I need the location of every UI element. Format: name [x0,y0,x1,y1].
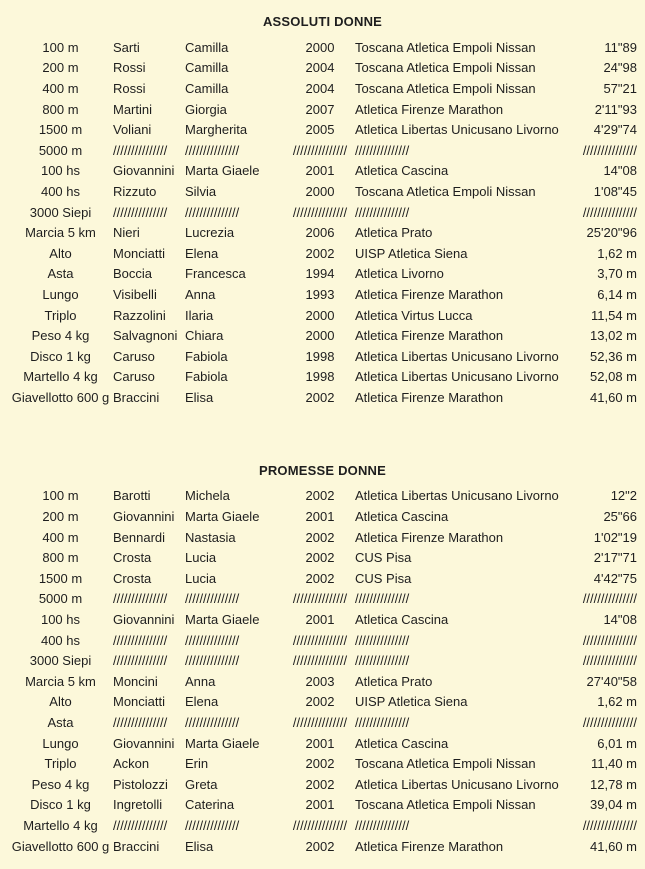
result-cell: /////////////// [582,817,637,833]
firstname-cell: Camilla [185,39,229,55]
club-cell: Toscana Atletica Empoli Nissan [355,797,536,813]
result-cell: /////////////// [582,142,637,158]
event-cell: 5000 m [38,591,83,607]
record-row [8,202,637,223]
year-cell: 1998 [305,348,335,364]
section-title-assoluti-donne: ASSOLUTI DONNE [262,14,383,29]
club-cell: /////////////// [355,715,410,731]
result-cell: 25'20"96 [586,225,637,241]
record-row [8,815,637,836]
section-assoluti-donne [8,14,637,408]
record-row [8,367,637,388]
year-cell: /////////////// [292,632,348,648]
surname-cell: Pistolozzi [113,776,168,792]
record-row [8,527,637,548]
record-row [8,589,637,610]
year-cell: 2002 [305,694,335,710]
year-cell: /////////////// [292,142,348,158]
event-cell: 1500 m [38,570,83,586]
club-cell: Atletica Libertas Unicusano Livorno [355,776,559,792]
record-row [8,630,637,651]
firstname-cell: /////////////// [185,817,240,833]
year-cell: 1994 [305,266,335,282]
event-cell: Giavellotto 600 g [11,389,110,405]
result-cell: 57"21 [603,80,637,96]
surname-cell: Nieri [113,225,140,241]
result-cell: 25"66 [603,509,637,525]
record-row [8,650,637,671]
firstname-cell: Giorgia [185,101,227,117]
year-cell: 1993 [305,286,335,302]
surname-cell: Rossi [113,80,146,96]
record-row [8,78,637,99]
club-cell: Atletica Prato [355,225,433,241]
record-row [8,836,637,857]
result-cell: 1,62 m [597,694,637,710]
result-cell: 1,62 m [597,245,637,261]
club-cell: Atletica Firenze Marathon [355,101,504,117]
surname-cell: Giovannini [113,735,175,751]
surname-cell: Moncini [113,673,158,689]
record-row [8,712,637,733]
surname-cell: Rizzuto [113,183,157,199]
firstname-cell: /////////////// [185,715,240,731]
surname-cell: Caruso [113,369,155,385]
event-cell: 400 m [42,529,79,545]
event-cell: 400 hs [40,183,81,199]
result-cell: /////////////// [582,715,637,731]
club-cell: Atletica Libertas Unicusano Livorno [355,348,559,364]
year-cell: 2002 [305,488,335,504]
club-cell: Atletica Cascina [355,612,449,628]
club-cell: Atletica Firenze Marathon [355,328,504,344]
record-row [8,284,637,305]
surname-cell: Boccia [113,266,153,282]
club-cell: Atletica Libertas Unicusano Livorno [355,488,559,504]
year-cell: 2001 [305,612,335,628]
club-cell: Atletica Firenze Marathon [355,838,504,854]
club-cell: CUS Pisa [355,550,412,566]
event-cell: Marcia 5 km [25,225,96,241]
record-row [8,506,637,527]
club-cell: UISP Atletica Siena [355,245,468,261]
firstname-cell: Fabiola [185,348,228,364]
firstname-cell: Marta Giaele [185,735,260,751]
event-cell: 100 hs [40,612,81,628]
event-cell: Lungo [42,735,79,751]
surname-cell: Caruso [113,348,155,364]
club-cell: Atletica Cascina [355,163,449,179]
year-cell: 2002 [305,776,335,792]
event-cell: Asta [47,715,74,731]
firstname-cell: Elisa [185,838,214,854]
club-cell: Toscana Atletica Empoli Nissan [355,183,536,199]
year-cell: 2005 [305,122,335,138]
records-table-promesse [8,486,637,857]
record-row [8,609,637,630]
year-cell: /////////////// [292,817,348,833]
firstname-cell: /////////////// [185,204,240,220]
result-cell: /////////////// [582,632,637,648]
event-cell: 800 m [42,550,79,566]
club-cell: Atletica Virtus Lucca [355,307,473,323]
record-row [8,568,637,589]
firstname-cell: Chiara [185,328,224,344]
event-cell: 1500 m [38,122,83,138]
result-cell: 3,70 m [597,266,637,282]
firstname-cell: Michela [185,488,230,504]
record-row [8,181,637,202]
year-cell: 2000 [305,183,335,199]
event-cell: Giavellotto 600 g [11,838,110,854]
result-cell: 14"08 [603,612,637,628]
surname-cell: Bennardi [113,529,166,545]
surname-cell: /////////////// [113,591,168,607]
record-row [8,692,637,713]
firstname-cell: /////////////// [185,653,240,669]
club-cell: /////////////// [355,817,410,833]
result-cell: 52,36 m [590,348,637,364]
club-cell: Atletica Cascina [355,735,449,751]
record-row [8,387,637,408]
surname-cell: /////////////// [113,142,168,158]
event-cell: 800 m [42,101,79,117]
firstname-cell: Ilaria [185,307,214,323]
firstname-cell: Lucia [185,570,217,586]
result-cell: 39,04 m [590,797,637,813]
result-cell: 1'02"19 [593,529,637,545]
event-cell: Disco 1 kg [30,348,91,364]
firstname-cell: Elena [185,245,219,261]
club-cell: Toscana Atletica Empoli Nissan [355,80,536,96]
result-cell: /////////////// [582,204,637,220]
surname-cell: Crosta [113,570,152,586]
result-cell: 14"08 [603,163,637,179]
record-row [8,486,637,507]
firstname-cell: Greta [185,776,218,792]
event-cell: Martello 4 kg [23,369,98,385]
year-cell: /////////////// [292,591,348,607]
record-row [8,547,637,568]
record-row [8,264,637,285]
event-cell: 100 m [42,39,79,55]
result-cell: 2'11"93 [594,101,637,117]
record-row [8,58,637,79]
result-cell: 11,54 m [590,307,637,323]
result-cell: /////////////// [582,591,637,607]
surname-cell: Rossi [113,60,146,76]
surname-cell: /////////////// [113,632,168,648]
event-cell: Disco 1 kg [30,797,91,813]
record-row [8,119,637,140]
year-cell: 2004 [305,80,335,96]
record-row [8,733,637,754]
firstname-cell: Lucrezia [185,225,235,241]
year-cell: 2003 [305,673,335,689]
firstname-cell: Caterina [185,797,235,813]
event-cell: Triplo [44,307,77,323]
event-cell: Martello 4 kg [23,817,98,833]
result-cell: /////////////// [582,653,637,669]
section-title-promesse-donne: PROMESSE DONNE [258,462,387,478]
surname-cell: /////////////// [113,715,168,731]
club-cell: Atletica Livorno [355,266,444,282]
year-cell: 2002 [305,838,335,854]
event-cell: 3000 Siepi [29,653,92,669]
firstname-cell: /////////////// [185,591,240,607]
result-cell: 11,40 m [590,756,637,772]
surname-cell: Razzolini [113,307,166,323]
result-cell: 1'08"45 [593,183,637,199]
firstname-cell: Nastasia [185,529,236,545]
year-cell: 2004 [305,60,335,76]
result-cell: 52,08 m [590,369,637,385]
surname-cell: /////////////// [113,204,168,220]
year-cell: /////////////// [292,204,348,220]
surname-cell: Braccini [113,838,160,854]
result-cell: 41,60 m [590,838,637,854]
surname-cell: Voliani [113,122,152,138]
firstname-cell: Marta Giaele [185,163,260,179]
club-cell: Atletica Cascina [355,509,449,525]
year-cell: 2001 [305,163,335,179]
record-row [8,305,637,326]
surname-cell: Ackon [113,756,150,772]
firstname-cell: Anna [185,286,216,302]
year-cell: 2002 [305,529,335,545]
event-cell: 5000 m [38,142,83,158]
record-row [8,243,637,264]
firstname-cell: Francesca [185,266,246,282]
firstname-cell: Camilla [185,60,229,76]
club-cell: Toscana Atletica Empoli Nissan [355,756,536,772]
club-cell: Toscana Atletica Empoli Nissan [355,60,536,76]
result-cell: 6,14 m [597,286,637,302]
result-cell: 11"89 [604,39,637,55]
surname-cell: Ingretolli [113,797,163,813]
year-cell: /////////////// [292,715,348,731]
surname-cell: Monciatti [113,694,166,710]
record-row [8,99,637,120]
surname-cell: Sarti [113,39,140,55]
year-cell: 2000 [305,307,335,323]
event-cell: 400 m [42,80,79,96]
club-cell: Atletica Firenze Marathon [355,389,504,405]
event-cell: Asta [47,266,74,282]
section-promesse-donne [8,463,637,857]
firstname-cell: Margherita [185,122,248,138]
firstname-cell: /////////////// [185,632,240,648]
record-row [8,774,637,795]
result-cell: 6,01 m [597,735,637,751]
event-cell: Lungo [42,286,79,302]
surname-cell: /////////////// [113,653,168,669]
firstname-cell: Marta Giaele [185,612,260,628]
surname-cell: Braccini [113,389,160,405]
record-row [8,37,637,58]
record-row [8,795,637,816]
result-cell: 4'29"74 [593,122,637,138]
year-cell: 2002 [305,245,335,261]
firstname-cell: Fabiola [185,369,228,385]
club-cell: /////////////// [355,632,410,648]
event-cell: Peso 4 kg [31,776,90,792]
surname-cell: Giovannini [113,163,175,179]
firstname-cell: Marta Giaele [185,509,260,525]
year-cell: 2000 [305,39,335,55]
event-cell: 100 m [42,488,79,504]
club-cell: UISP Atletica Siena [355,694,468,710]
record-row [8,222,637,243]
year-cell: 2001 [305,509,335,525]
surname-cell: Barotti [113,488,151,504]
year-cell: /////////////// [292,653,348,669]
club-cell: /////////////// [355,142,410,158]
year-cell: 2000 [305,328,335,344]
result-cell: 4'42"75 [593,570,637,586]
surname-cell: Visibelli [113,286,157,302]
event-cell: Triplo [44,756,77,772]
record-row [8,671,637,692]
result-cell: 2'17"71 [593,550,637,566]
club-cell: Atletica Prato [355,673,433,689]
club-cell: Atletica Firenze Marathon [355,529,504,545]
year-cell: 2002 [305,756,335,772]
event-cell: Peso 4 kg [31,328,90,344]
year-cell: 2006 [305,225,335,241]
year-cell: 1998 [305,369,335,385]
result-cell: 12,78 m [590,776,637,792]
club-cell: Atletica Firenze Marathon [355,286,504,302]
result-cell: 24"98 [603,60,637,76]
club-cell: /////////////// [355,591,410,607]
event-cell: 3000 Siepi [29,204,92,220]
record-row [8,346,637,367]
year-cell: 2002 [305,570,335,586]
event-cell: 200 m [42,509,79,525]
surname-cell: Giovannini [113,612,175,628]
firstname-cell: Elena [185,694,219,710]
event-cell: Marcia 5 km [25,673,96,689]
result-cell: 27'40"58 [586,673,637,689]
club-cell: Toscana Atletica Empoli Nissan [355,39,536,55]
year-cell: 2002 [305,550,335,566]
result-cell: 41,60 m [590,389,637,405]
surname-cell: Salvagnoni [113,328,178,344]
event-cell: Alto [49,694,72,710]
club-cell: Atletica Libertas Unicusano Livorno [355,122,559,138]
year-cell: 2001 [305,735,335,751]
record-row [8,753,637,774]
club-cell: /////////////// [355,204,410,220]
record-row [8,140,637,161]
firstname-cell: Lucia [185,550,217,566]
result-cell: 12"2 [610,488,637,504]
year-cell: 2007 [305,101,335,117]
result-cell: 13,02 m [590,328,637,344]
event-cell: 200 m [42,60,79,76]
records-table-assoluti [8,37,637,408]
firstname-cell: /////////////// [185,142,240,158]
event-cell: Alto [49,245,72,261]
club-cell: CUS Pisa [355,570,412,586]
club-cell: Atletica Libertas Unicusano Livorno [355,369,559,385]
firstname-cell: Silvia [185,183,217,199]
surname-cell: Giovannini [113,509,175,525]
year-cell: 2001 [305,797,335,813]
firstname-cell: Anna [185,673,216,689]
firstname-cell: Elisa [185,389,214,405]
record-row [8,325,637,346]
event-cell: 400 hs [40,632,81,648]
firstname-cell: Erin [185,756,209,772]
year-cell: 2002 [305,389,335,405]
event-cell: 100 hs [40,163,81,179]
surname-cell: Monciatti [113,245,166,261]
surname-cell: Crosta [113,550,152,566]
firstname-cell: Camilla [185,80,229,96]
surname-cell: Martini [113,101,153,117]
club-cell: /////////////// [355,653,410,669]
surname-cell: /////////////// [113,817,168,833]
record-row [8,161,637,182]
